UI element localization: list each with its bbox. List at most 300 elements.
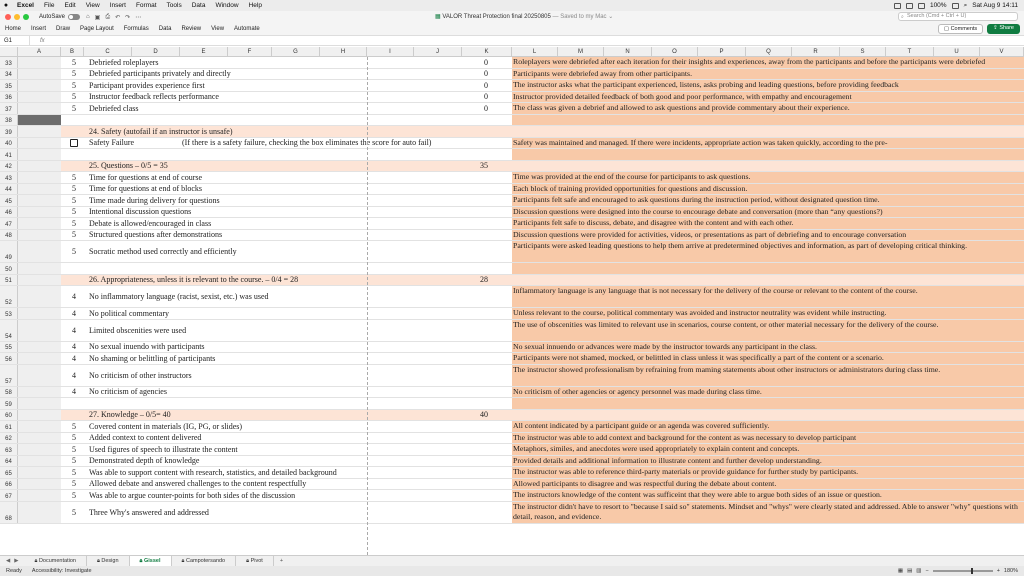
page-break-view-icon[interactable]: ▥ — [916, 568, 922, 574]
column-header-d[interactable]: D — [132, 47, 180, 57]
row-number[interactable]: 42 — [0, 161, 18, 172]
table-row[interactable] — [0, 263, 1024, 275]
description-cell[interactable]: The instructor asks what the participant experienced, listens, asks probing and leading questions, before providing feedback — [512, 80, 1024, 91]
score-cell[interactable]: 5 — [72, 479, 76, 489]
cell-a[interactable] — [18, 286, 61, 307]
scroll-left-icon[interactable]: ◀ — [6, 558, 11, 564]
column-header-m[interactable]: M — [558, 47, 604, 57]
score-cell[interactable]: 5 — [72, 207, 76, 217]
criterion-label[interactable]: Debate is allowed/encouraged in class — [89, 218, 212, 228]
criterion-label[interactable]: Demonstrated depth of knowledge — [89, 456, 200, 466]
tab-view[interactable]: View — [211, 25, 225, 32]
table-row[interactable] — [0, 149, 1024, 161]
table-row[interactable] — [0, 467, 1024, 479]
score-cell[interactable]: 4 — [72, 387, 76, 397]
row-number[interactable]: 39 — [0, 126, 18, 137]
table-row[interactable] — [0, 342, 1024, 354]
table-row[interactable] — [0, 456, 1024, 468]
row-number[interactable]: 35 — [0, 80, 18, 91]
score-cell[interactable]: 5 — [72, 456, 76, 466]
table-row[interactable] — [0, 479, 1024, 491]
criterion-label[interactable]: No political commentary — [89, 308, 169, 318]
column-header-j[interactable]: J — [414, 47, 462, 57]
score-cell[interactable]: 4 — [72, 308, 76, 318]
description-cell[interactable]: Instructor provided detailed feedback of both good and poor performance, with empathy and encouragement — [512, 92, 1024, 103]
score-cell[interactable]: 4 — [72, 370, 76, 380]
description-cell[interactable] — [512, 115, 1024, 126]
column-header-f[interactable]: F — [228, 47, 272, 57]
section-header-row[interactable] — [0, 410, 1024, 422]
column-header-c[interactable]: C — [84, 47, 132, 57]
table-row[interactable] — [0, 502, 1024, 524]
section-title[interactable]: 24. Safety (autofail if an instructor is unsafe) — [89, 126, 233, 136]
row-number[interactable]: 63 — [0, 444, 18, 455]
table-row[interactable] — [0, 195, 1024, 207]
column-header-p[interactable]: P — [698, 47, 746, 57]
section-title[interactable]: 25. Questions – 0/5 = 35 — [89, 161, 168, 171]
score-cell[interactable]: 4 — [72, 342, 76, 352]
criterion-label[interactable]: Time made during delivery for questions — [89, 195, 220, 205]
table-row[interactable] — [0, 218, 1024, 230]
criterion-label[interactable]: Debriefed participants privately and directly — [89, 69, 231, 79]
cell-a[interactable] — [18, 342, 61, 353]
row-number[interactable]: 67 — [0, 490, 18, 501]
criterion-label[interactable]: Was able to support content with research, statistics, and detailed background — [89, 467, 337, 477]
score-cell[interactable]: 5 — [72, 467, 76, 477]
column-header-v[interactable]: V — [980, 47, 1024, 57]
criterion-label[interactable]: No criticism of other instructors — [89, 370, 192, 380]
description-cell[interactable] — [512, 149, 1024, 160]
criterion-label[interactable]: Intentional discussion questions — [89, 207, 192, 217]
column-header-s[interactable]: S — [840, 47, 886, 57]
score-cell[interactable]: 5 — [72, 195, 76, 205]
table-row[interactable] — [0, 57, 1024, 69]
apple-icon[interactable]: ● — [3, 2, 9, 9]
column-header-i[interactable]: I — [367, 47, 414, 57]
description-cell[interactable] — [512, 126, 1024, 137]
row-number[interactable]: 40 — [0, 138, 18, 149]
cell-a[interactable] — [18, 320, 61, 341]
cell-a[interactable] — [18, 92, 61, 103]
criterion-label[interactable]: No inflammatory language (racist, sexist, etc.) was used — [89, 292, 269, 301]
table-row[interactable] — [0, 421, 1024, 433]
row-number[interactable]: 61 — [0, 421, 18, 432]
criterion-label[interactable]: No sexual inuendo with participants — [89, 342, 205, 352]
menu-format[interactable]: Format — [135, 2, 157, 9]
description-cell[interactable]: The instructor was able to reference third-party materials or provide guidance for further study by participants. — [512, 467, 1024, 478]
criterion-label[interactable]: Debriefed roleplayers — [89, 57, 159, 67]
cell-a[interactable] — [18, 275, 61, 286]
criterion-label[interactable]: Was able to argue counter-points for both sides of the discussion — [89, 490, 296, 500]
criterion-label[interactable]: Participant provides experience first — [89, 80, 205, 90]
search-box[interactable] — [898, 12, 1018, 21]
status-icon[interactable] — [906, 3, 913, 9]
description-cell[interactable]: The instructor didn't have to resort to "because I said so" statements. Mindset and "whys" were clearly stated and addressed. Able to answer "why" questions with detail, reason, and evidence. — [512, 502, 1024, 523]
row-number[interactable]: 44 — [0, 184, 18, 195]
column-header-q[interactable]: Q — [746, 47, 792, 57]
description-cell[interactable]: Discussion questions were designed into the course to encourage debate and conversation (more than “any questions?) — [512, 207, 1024, 218]
menu-window[interactable]: Window — [215, 2, 239, 9]
row-number[interactable]: 33 — [0, 57, 18, 68]
description-cell[interactable] — [512, 161, 1024, 172]
menu-tools[interactable]: Tools — [166, 2, 182, 9]
safety-failure-checkbox[interactable] — [70, 139, 78, 147]
menu-view[interactable]: View — [85, 2, 100, 9]
cell-a[interactable] — [18, 421, 61, 432]
formula-bar — [0, 36, 1024, 46]
description-cell[interactable]: No sexual innuendo or advances were made by the instructor towards any participant in the class. — [512, 342, 1024, 353]
row-number[interactable]: 45 — [0, 195, 18, 206]
row-number[interactable]: 37 — [0, 103, 18, 114]
description-cell[interactable]: Unless relevant to the course, political commentary was avoided and instructor neutrality was evident while instructing. — [512, 308, 1024, 319]
description-cell[interactable]: Provided details and additional information to illustrate content and further develop understanding. — [512, 456, 1024, 467]
spotlight-icon[interactable]: ⌕ — [963, 1, 968, 9]
tab-page-layout[interactable]: Page Layout — [80, 25, 114, 32]
criterion-label[interactable]: Added context to content delivered — [89, 433, 202, 443]
spreadsheet-grid[interactable] — [0, 57, 1024, 555]
description-cell[interactable]: The instructors knowledge of the content was sufficeint that they were able to argue both sides of an issue or question. — [512, 490, 1024, 501]
table-row[interactable] — [0, 115, 1024, 127]
cell-a[interactable] — [18, 365, 61, 386]
score-cell[interactable]: 5 — [72, 490, 76, 500]
section-header-row[interactable] — [0, 161, 1024, 173]
tab-draw[interactable]: Draw — [56, 25, 71, 32]
menu-edit[interactable]: Edit — [64, 2, 76, 9]
table-row[interactable] — [0, 320, 1024, 342]
score-cell[interactable]: 5 — [72, 230, 76, 240]
points-cell[interactable]: 0 — [484, 57, 488, 67]
section-title[interactable]: 26. Appropriateness, unless it is relevant to the course. – 0/4 = 28 — [89, 275, 299, 285]
row-number[interactable]: 58 — [0, 387, 18, 398]
description-cell[interactable]: Each block of training provided opportunities for questions and discussion. — [512, 184, 1024, 195]
sheet-tab-gissel[interactable] — [130, 556, 172, 566]
score-cell[interactable]: 5 — [72, 433, 76, 443]
menu-file[interactable]: File — [44, 2, 55, 9]
table-row[interactable] — [0, 80, 1024, 92]
column-header-n[interactable]: N — [604, 47, 652, 57]
sheet-tab-documentation[interactable] — [24, 556, 86, 566]
score-cell[interactable]: 5 — [72, 103, 76, 113]
cell-a[interactable] — [18, 502, 61, 523]
row-number[interactable]: 62 — [0, 433, 18, 444]
table-row[interactable] — [0, 398, 1024, 410]
description-cell[interactable]: Participants felt safe and encouraged to ask questions during the instruction period, without designated question time. — [512, 195, 1024, 206]
column-header-e[interactable]: E — [180, 47, 228, 57]
comment-icon: ▢ — [943, 26, 950, 32]
page-layout-view-icon[interactable]: ▤ — [907, 568, 913, 574]
zoom-in-icon[interactable]: + — [996, 568, 1000, 574]
tab-review[interactable]: Review — [181, 25, 202, 32]
close-window-button[interactable] — [5, 14, 11, 20]
column-header-r[interactable]: R — [792, 47, 840, 57]
sheet-tab-design[interactable] — [87, 556, 130, 566]
points-cell[interactable]: 40 — [480, 410, 488, 420]
more-icon[interactable]: ⋯ — [135, 14, 142, 21]
clock[interactable]: Sat Aug 9 14:11 — [972, 2, 1018, 9]
criterion-label[interactable]: Allowed debate and answered challenges to the content respectfully — [89, 479, 307, 489]
cell-a[interactable] — [18, 490, 61, 501]
criterion-label[interactable]: Socratic method used correctly and efficiently — [89, 247, 237, 256]
row-number[interactable]: 57 — [0, 365, 18, 386]
cell-a[interactable] — [18, 467, 61, 478]
score-cell[interactable]: 5 — [72, 92, 76, 102]
cell-a[interactable] — [18, 308, 61, 319]
save-status[interactable]: — Saved to my Mac ⌄ — [552, 14, 614, 20]
table-row[interactable] — [0, 444, 1024, 456]
description-cell[interactable] — [512, 398, 1024, 409]
criterion-label[interactable]: Used figures of speech to illustrate the content — [89, 444, 238, 454]
wifi-icon[interactable] — [918, 3, 925, 9]
row-number[interactable]: 54 — [0, 320, 18, 341]
column-header-k[interactable]: K — [462, 47, 512, 57]
criterion-label[interactable]: Instructor feedback reflects performance — [89, 92, 219, 102]
cell-a[interactable] — [18, 398, 61, 409]
table-row[interactable] — [0, 490, 1024, 502]
row-number[interactable]: 38 — [0, 115, 18, 126]
criterion-label[interactable]: Structured questions after demonstrations — [89, 230, 223, 240]
description-cell[interactable]: Participants were not shamed, mocked, or belittled in class unless it was specifically a part of the content or a scenario. — [512, 353, 1024, 364]
score-cell[interactable]: 4 — [72, 353, 76, 363]
print-icon[interactable]: ⎙ — [105, 13, 111, 20]
menu-help[interactable]: Help — [248, 2, 262, 9]
row-number[interactable]: 52 — [0, 286, 18, 307]
description-cell[interactable]: The class was given a debrief and allowed to ask questions and provide commentary about their experience. — [512, 103, 1024, 114]
section-header-row[interactable] — [0, 275, 1024, 287]
cell-a[interactable] — [18, 263, 61, 274]
cell-a[interactable] — [18, 115, 61, 126]
select-all-corner[interactable] — [0, 47, 18, 57]
row-number[interactable]: 65 — [0, 467, 18, 478]
name-box[interactable]: G1 — [0, 36, 30, 46]
zoom-level[interactable]: 180% — [1003, 568, 1018, 574]
table-row[interactable] — [0, 353, 1024, 365]
cell-a[interactable] — [18, 69, 61, 80]
table-row[interactable] — [0, 433, 1024, 445]
criterion-label[interactable]: No shaming or belittling of participants — [89, 353, 216, 363]
sheet-tab-campotersando[interactable] — [172, 556, 237, 566]
zoom-out-icon[interactable]: − — [925, 568, 929, 574]
score-cell[interactable]: 5 — [72, 421, 76, 431]
row-number[interactable]: 64 — [0, 456, 18, 467]
sheet-tab-label: Documentation — [38, 558, 76, 564]
criterion-label[interactable]: Time for questions at end of blocks — [89, 184, 203, 194]
cell-a[interactable] — [18, 433, 61, 444]
description-cell[interactable] — [512, 410, 1024, 421]
row-number[interactable]: 48 — [0, 230, 18, 241]
tab-home[interactable]: Home — [5, 25, 22, 32]
score-cell[interactable]: 5 — [72, 57, 76, 67]
column-header-u[interactable]: U — [934, 47, 980, 57]
cell-a[interactable] — [18, 241, 61, 262]
autosave-toggle[interactable] — [68, 14, 80, 20]
row-number[interactable]: 68 — [0, 502, 18, 523]
row-number[interactable]: 34 — [0, 69, 18, 80]
cell-a[interactable] — [18, 172, 61, 183]
table-row[interactable] — [0, 387, 1024, 399]
table-row[interactable] — [0, 184, 1024, 196]
score-cell[interactable]: 4 — [72, 292, 76, 301]
cell-a[interactable] — [18, 57, 61, 68]
accessibility-status[interactable]: Accessibility: Investigate — [31, 568, 92, 574]
score-cell[interactable]: 5 — [72, 247, 76, 256]
cell-a[interactable] — [18, 207, 61, 218]
criterion-label[interactable]: No criticism of agencies — [89, 387, 167, 397]
row-number[interactable]: 43 — [0, 172, 18, 183]
table-row[interactable] — [0, 365, 1024, 387]
row-number[interactable]: 46 — [0, 207, 18, 218]
cell-a[interactable] — [18, 353, 61, 364]
row-number[interactable]: 41 — [0, 149, 18, 160]
description-cell[interactable]: Inflammatory language is any language that is not necessary for the delivery of the course or relevant to the content of the course. — [512, 286, 1024, 307]
criterion-label[interactable]: Time for questions at end of course — [89, 172, 203, 182]
description-cell[interactable]: Roleplayers were debriefed after each iteration for their insights and experiences, away from the participants and before the participants were debriefed — [512, 57, 1024, 68]
points-cell[interactable]: 35 — [480, 161, 488, 171]
description-cell[interactable]: Participants felt safe to discuss, debate, and disagree with the content and with each other. — [512, 218, 1024, 229]
section-title[interactable]: 27. Knowledge – 0/5= 40 — [89, 410, 171, 420]
description-cell[interactable] — [512, 275, 1024, 286]
cell-a[interactable] — [18, 161, 61, 172]
criterion-label[interactable]: Covered content in materials (IG, PG, or slides) — [89, 421, 243, 431]
criterion-label[interactable]: Three Why's answered and addressed — [89, 507, 209, 517]
share-button[interactable] — [987, 24, 1020, 34]
score-cell[interactable]: 5 — [72, 444, 76, 454]
cell-a[interactable] — [18, 126, 61, 137]
zoom-window-button[interactable] — [23, 14, 29, 20]
column-header-a[interactable]: A — [18, 47, 61, 57]
description-cell[interactable] — [512, 263, 1024, 274]
criterion-label[interactable]: Safety Failure — [89, 138, 135, 148]
menu-app[interactable]: Excel — [17, 2, 34, 9]
save-icon[interactable]: ▣ — [94, 14, 101, 21]
description-cell[interactable]: The use of obscenities was limited to relevant use in scenarios, course content, or other material necessary for the delivery of the course. — [512, 320, 1024, 341]
cell-a[interactable] — [18, 149, 61, 160]
menu-data[interactable]: Data — [191, 2, 206, 9]
minimize-window-button[interactable] — [14, 14, 20, 20]
points-cell[interactable]: 0 — [484, 80, 488, 90]
description-cell[interactable]: Safety was maintained and managed. If there were incidents, appropriate action was taken quickly, according to the pre- — [512, 138, 1024, 149]
table-row[interactable] — [0, 138, 1024, 150]
row-number[interactable]: 55 — [0, 342, 18, 353]
row-number[interactable]: 59 — [0, 398, 18, 409]
home-icon[interactable]: ⌂ — [86, 13, 90, 20]
score-cell[interactable]: 5 — [72, 218, 76, 228]
criterion-note[interactable]: (If there is a safety failure, checking the box eliminates the score for auto fail) — [182, 138, 432, 148]
table-row[interactable] — [0, 92, 1024, 104]
status-icon[interactable] — [894, 3, 901, 9]
score-cell[interactable]: 4 — [72, 325, 76, 335]
table-row[interactable] — [0, 230, 1024, 242]
row-number[interactable]: 47 — [0, 218, 18, 229]
row-number[interactable]: 60 — [0, 410, 18, 421]
row-number[interactable]: 56 — [0, 353, 18, 364]
score-cell[interactable]: 5 — [72, 172, 76, 182]
points-cell[interactable]: 0 — [484, 69, 488, 79]
description-cell[interactable]: Participants were debriefed away from other participants. — [512, 69, 1024, 80]
description-cell[interactable]: Participants were asked leading questions to help them arrive at predetermined objectives and information, as part of developing critical thinking. — [512, 241, 1024, 262]
description-cell[interactable]: The instructor was able to add context and background for the content as was necessary to develop participant — [512, 433, 1024, 444]
tab-data[interactable]: Data — [158, 25, 172, 32]
normal-view-icon[interactable]: ▦ — [897, 568, 904, 574]
table-row[interactable] — [0, 308, 1024, 320]
points-cell[interactable]: 28 — [480, 275, 488, 285]
tab-automate[interactable]: Automate — [234, 25, 260, 32]
description-cell[interactable]: The instructor showed professionalism by refraining from maming statements about other instructors or administrators during class time. — [512, 365, 1024, 386]
row-number[interactable]: 49 — [0, 241, 18, 262]
description-cell[interactable]: Metaphors, similes, and anecdotes were used appropriately to explain content and concepts. — [512, 444, 1024, 455]
cell-a[interactable] — [18, 410, 61, 421]
table-row[interactable] — [0, 207, 1024, 219]
row-number[interactable]: 50 — [0, 263, 18, 274]
comments-button[interactable] — [938, 24, 983, 34]
sheet-tab-pivot[interactable] — [236, 556, 274, 566]
column-header-t[interactable]: T — [886, 47, 934, 57]
column-header-h[interactable]: H — [320, 47, 367, 57]
cell-a[interactable] — [18, 138, 61, 149]
column-header-b[interactable]: B — [61, 47, 84, 57]
table-row[interactable] — [0, 241, 1024, 263]
scroll-right-icon[interactable]: ▶ — [14, 558, 19, 564]
score-cell[interactable]: 5 — [72, 507, 76, 517]
table-row[interactable] — [0, 286, 1024, 308]
cell-a[interactable] — [18, 103, 61, 114]
description-cell[interactable]: Allowed participants to disagree and was respectful during the debate about content. — [512, 479, 1024, 490]
redo-icon[interactable]: ↷ — [125, 14, 131, 21]
cell-a[interactable] — [18, 80, 61, 91]
zoom-slider[interactable] — [933, 570, 993, 572]
description-cell[interactable]: No criticism of other agencies or agency personnel was made during class time. — [512, 387, 1024, 398]
menu-insert[interactable]: Insert — [109, 2, 126, 9]
add-sheet-button[interactable]: + — [279, 558, 284, 564]
column-header-l[interactable]: L — [512, 47, 558, 57]
points-cell[interactable]: 0 — [484, 103, 488, 113]
score-cell[interactable]: 5 — [72, 80, 76, 90]
cell-a[interactable] — [18, 195, 61, 206]
criterion-label[interactable]: Limited obscenities were used — [89, 325, 187, 335]
description-cell[interactable]: Discussion questions were provided for activities, videos, or presentations as part of debriefing and to encourage conversation — [512, 230, 1024, 241]
score-cell[interactable]: 5 — [72, 184, 76, 194]
section-header-row[interactable] — [0, 126, 1024, 138]
row-number[interactable]: 53 — [0, 308, 18, 319]
points-cell[interactable]: 0 — [484, 92, 488, 102]
row-number[interactable]: 36 — [0, 92, 18, 103]
cell-a[interactable] — [18, 218, 61, 229]
sheet-tab-label: Design — [101, 558, 119, 564]
column-header-g[interactable]: G — [272, 47, 320, 57]
table-row[interactable] — [0, 69, 1024, 81]
cell-a[interactable] — [18, 479, 61, 490]
battery-icon[interactable] — [952, 3, 959, 9]
criterion-label[interactable]: Debriefed class — [89, 103, 139, 113]
description-cell[interactable]: Time was provided at the end of the course for participants to ask questions. — [512, 172, 1024, 183]
cell-a[interactable] — [18, 230, 61, 241]
column-header-o[interactable]: O — [652, 47, 698, 57]
cell-a[interactable] — [18, 184, 61, 195]
table-row[interactable] — [0, 103, 1024, 115]
description-cell[interactable]: All content indicated by a participant guide or an agenda was covered sufficiently. — [512, 421, 1024, 432]
tab-insert[interactable]: Insert — [31, 25, 47, 32]
tab-formulas[interactable]: Formulas — [123, 25, 149, 32]
row-number[interactable]: 51 — [0, 275, 18, 286]
table-row[interactable] — [0, 172, 1024, 184]
score-cell[interactable]: 5 — [72, 69, 76, 79]
lock-icon: 🔒︎ — [181, 558, 185, 564]
cell-a[interactable] — [18, 387, 61, 398]
cell-a[interactable] — [18, 444, 61, 455]
fx-icon[interactable]: fx — [40, 37, 45, 44]
undo-icon[interactable]: ↶ — [115, 14, 121, 21]
cell-a[interactable] — [18, 456, 61, 467]
row-number[interactable]: 66 — [0, 479, 18, 490]
